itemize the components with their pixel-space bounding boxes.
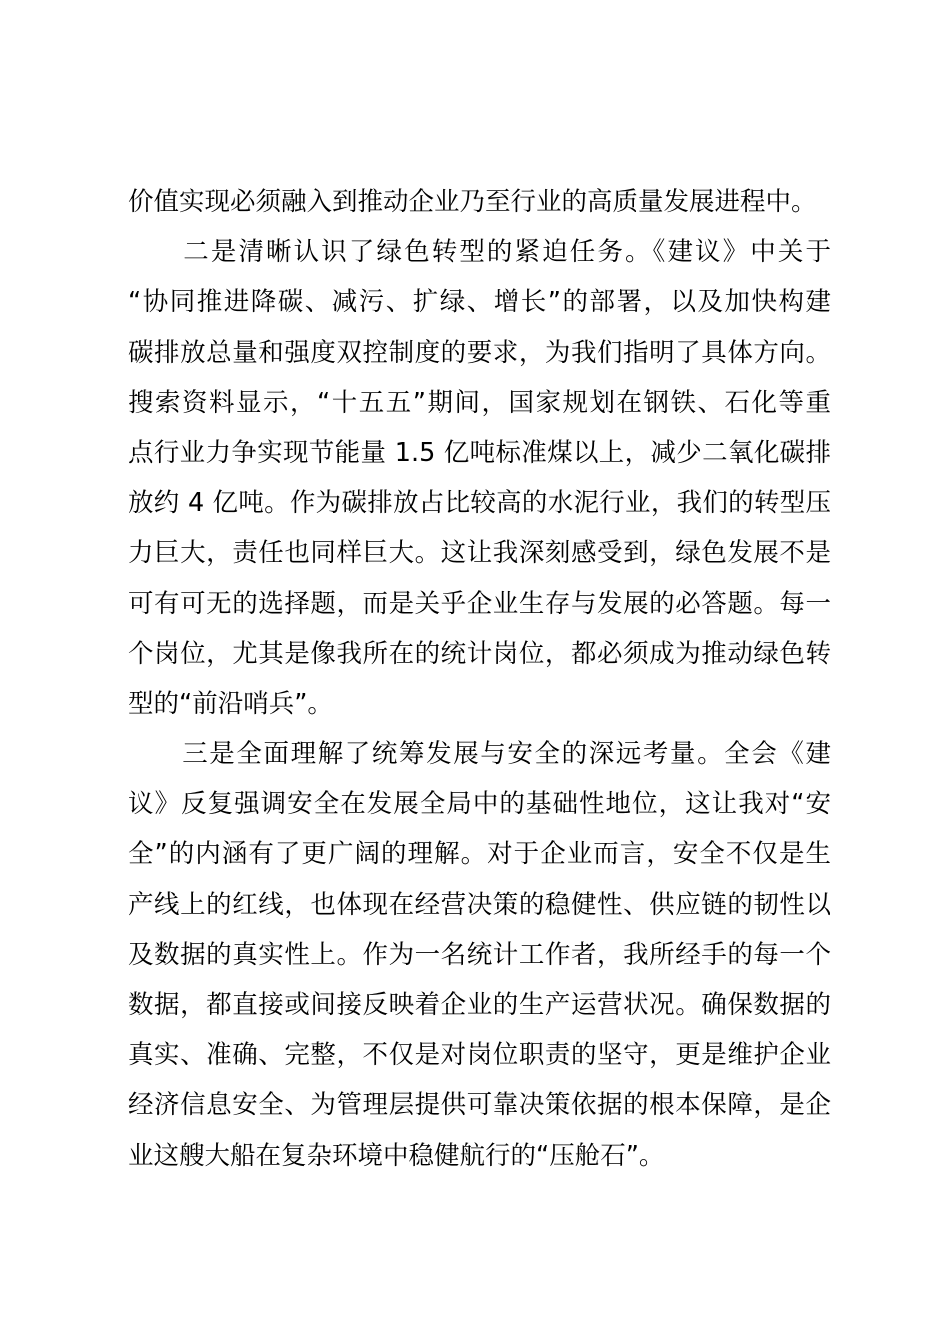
text-line: “协同推进降碳、减污、扩绿、增长”的部署，以及加快构建 xyxy=(128,287,831,318)
text-line: 型的“前沿哨兵”。 xyxy=(128,688,333,719)
text-line: 数据，都直接或间接反映着企业的生产运营状况。确保数据的 xyxy=(128,990,831,1020)
text-line: 经济信息安全、为管理层提供可靠决策依据的根本保障，是企 xyxy=(128,1090,831,1121)
text-line: 可有可无的选择题，而是关乎企业生存与发展的必答题。每一 xyxy=(128,588,831,619)
text-line: 搜索资料显示，“十五五”期间，国家规划在钢铁、石化等重 xyxy=(128,387,831,418)
text-line: 及数据的真实性上。作为一名统计工作者，我所经手的每一个 xyxy=(128,939,831,970)
text-line: 三是全面理解了统筹发展与安全的深远考量。全会《建 xyxy=(128,739,831,770)
text-line: 放约 4 亿吨。作为碳排放占比较高的水泥行业，我们的转型压 xyxy=(128,488,831,519)
text-line: 个岗位，尤其是像我所在的统计岗位，都必须成为推动绿色转 xyxy=(128,638,831,669)
text-line: 价值实现必须融入到推动企业乃至行业的高质量发展进程中。 xyxy=(128,187,817,217)
document-body xyxy=(128,177,831,1181)
text-line: 产线上的红线，也体现在经营决策的稳健性、供应链的韧性以 xyxy=(128,889,831,920)
text-line: 业这艘大船在复杂环境中稳健航行的“压舱石”。 xyxy=(128,1140,665,1171)
text-line: 点行业力争实现节能量 1.5 亿吨标准煤以上，减少二氧化碳排 xyxy=(128,437,831,468)
text-line: 碳排放总量和强度双控制度的要求，为我们指明了具体方向。 xyxy=(128,337,831,368)
text-line: 全”的内涵有了更广阔的理解。对于企业而言，安全不仅是生 xyxy=(128,839,831,870)
text-line: 议》反复强调安全在发展全局中的基础性地位，这让我对“安 xyxy=(128,789,831,820)
text-line: 力巨大，责任也同样巨大。这让我深刻感受到，绿色发展不是 xyxy=(128,538,831,569)
text-line: 二是清晰认识了绿色转型的紧迫任务。《建议》中关于 xyxy=(128,237,831,268)
text-line: 真实、准确、完整，不仅是对岗位职责的坚守，更是维护企业 xyxy=(128,1040,831,1071)
